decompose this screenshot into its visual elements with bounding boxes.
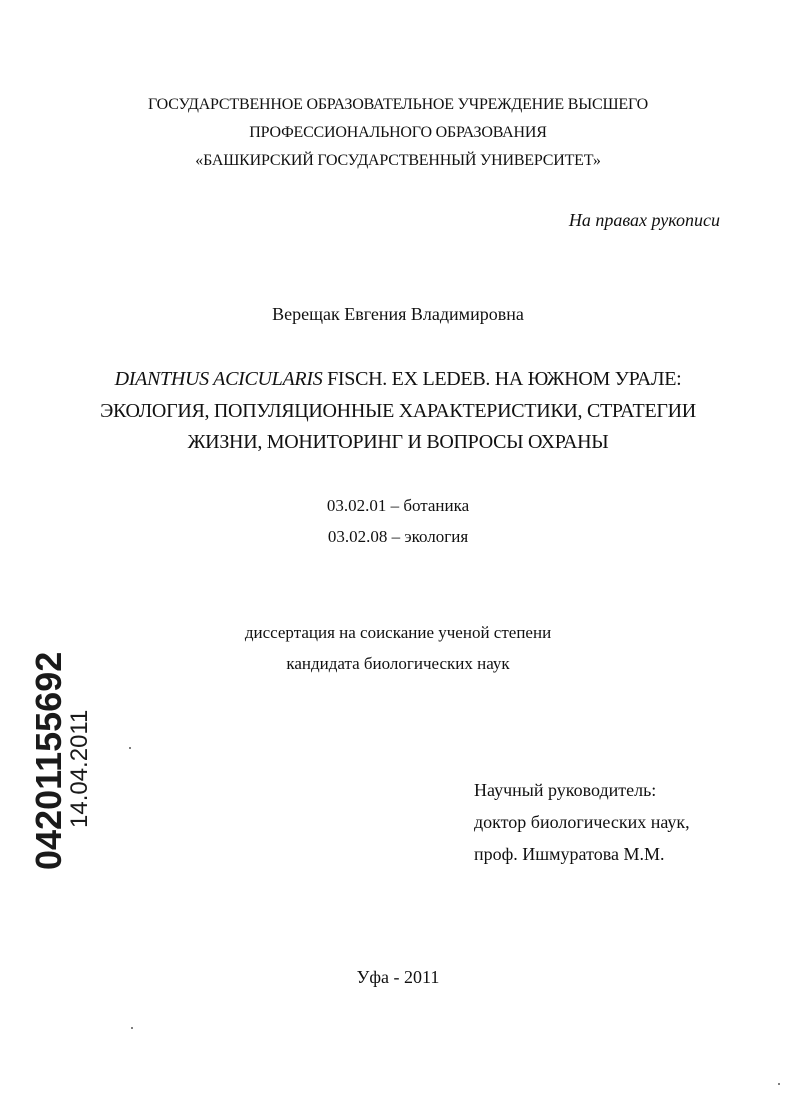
title-line-1-rest: FISCH. EX LEDEB. НА ЮЖНОМ УРАЛЕ: — [322, 368, 682, 390]
specialty-1: 03.02.01 – ботаника — [326, 496, 470, 515]
degree-line-2: кандидата биологических наук — [286, 654, 510, 673]
manuscript-note: На правах рукописи — [568, 210, 720, 230]
stamp-date: 14.04.2011 — [66, 709, 93, 828]
institution-line-2: ПРОФЕССИОНАЛЬНОГО ОБРАЗОВАНИЯ — [249, 124, 547, 141]
title-species-name: DIANTHUS ACICULARIS — [114, 368, 323, 390]
author-name: Верещак Евгения Владимировна — [272, 304, 524, 324]
specialty-2: 03.02.08 – экология — [327, 527, 469, 546]
scan-speck — [131, 1027, 133, 1029]
scan-speck — [129, 747, 131, 749]
title-line-3: ЖИЗНИ, МОНИТОРИНГ И ВОПРОСЫ ОХРАНЫ — [187, 431, 609, 453]
stamp-number: 04201155692 — [28, 651, 69, 870]
adviser-label: Научный руководитель: — [474, 780, 657, 800]
title-line-1 — [0, 368, 796, 391]
institution-line-3: «БАШКИРСКИЙ ГОСУДАРСТВЕННЫЙ УНИВЕРСИТЕТ» — [195, 152, 601, 169]
adviser-name: проф. Ишмуратова М.М. — [474, 844, 665, 864]
scan-speck — [778, 1083, 780, 1085]
city-year: Уфа - 2011 — [356, 967, 440, 987]
degree-line-1: диссертация на соискание ученой степени — [244, 623, 552, 642]
adviser-degree: доктор биологических наук, — [474, 812, 690, 832]
title-line-2: ЭКОЛОГИЯ, ПОПУЛЯЦИОННЫЕ ХАРАКТЕРИСТИКИ, СТРАТЕГИИ — [100, 400, 696, 422]
institution-line-1: ГОСУДАРСТВЕННОЕ ОБРАЗОВАТЕЛЬНОЕ УЧРЕЖДЕНИЕ ВЫСШЕГО — [148, 96, 648, 113]
